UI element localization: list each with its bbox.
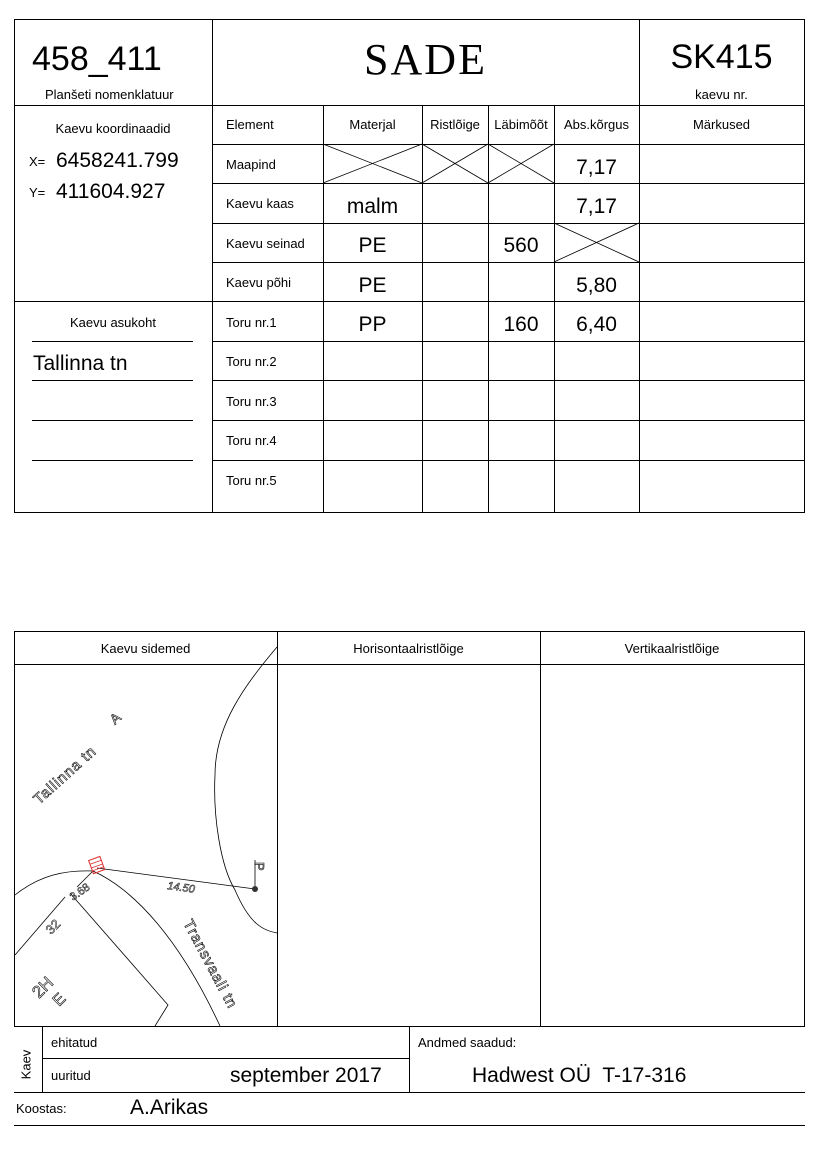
row-abs: 7,17 (576, 195, 617, 218)
cross-mark-maapind-labimoot (488, 144, 554, 183)
row-element: Maapind (226, 157, 276, 172)
sketch-col3-title: Vertikaalristlõige (624, 641, 720, 656)
row-element: Kaevu kaas (226, 196, 294, 211)
surveyed-label: uuritud (51, 1068, 91, 1083)
dimension-label-2: 14.50 (166, 880, 196, 896)
x-label: X= (29, 154, 46, 169)
type-title: SADE (364, 35, 487, 84)
house-number-label: 32 (42, 916, 64, 938)
row-element: Toru nr.3 (226, 394, 277, 409)
row-abs: 6,40 (576, 313, 617, 336)
row-element: Kaevu põhi (226, 275, 292, 290)
nomenclature-value: 458_411 (32, 40, 162, 78)
author-label: Koostas: (16, 1101, 67, 1116)
built-label: ehitatud (51, 1035, 98, 1050)
row-materjal: PE (358, 234, 387, 257)
header-labimoot: Läbimõõt (494, 117, 548, 132)
sketch-col2-title: Horisontaalristlõige (353, 641, 464, 656)
row-labimoot: 560 (503, 234, 539, 257)
location-line-1: Tallinna tn (33, 352, 128, 375)
building-suffix-label: E (49, 990, 70, 1010)
surveyed-date: september 2017 (230, 1064, 382, 1087)
author-value: A.Arikas (130, 1096, 209, 1119)
header-abs: Abs.kõrgus (563, 117, 630, 132)
data-source-value: Hadwest OÜ T-17-316 (472, 1064, 687, 1087)
coordinates-title: Kaevu koordinaadid (55, 121, 171, 136)
header-ristloige: Ristlõige (430, 117, 480, 132)
nomenclature-label: Planšeti nomenklatuur (45, 87, 174, 102)
row-labimoot: 160 (503, 313, 539, 336)
row-abs: 5,80 (576, 274, 617, 297)
row-element: Toru nr.4 (226, 433, 277, 448)
row-element: Toru nr.2 (226, 354, 277, 369)
kaev-label: Kaev (18, 1049, 34, 1080)
y-value: 411604.927 (56, 180, 166, 203)
row-materjal: malm (346, 195, 399, 218)
building-label: 2H (28, 973, 58, 1002)
street-label-tallinna: Tallinna tn (30, 742, 101, 808)
row-materjal: PP (358, 313, 387, 336)
x-value: 6458241.799 (56, 149, 179, 172)
header-markused: Märkused (692, 117, 751, 132)
row-element: Toru nr.1 (226, 315, 277, 330)
cross-mark-maapind-ristloige (422, 144, 488, 183)
sketch-col1-title: Kaevu sidemed (100, 641, 191, 656)
well-number-label: kaevu nr. (695, 87, 748, 102)
y-label: Y= (29, 185, 46, 200)
building-code-label: P (252, 862, 267, 871)
cross-mark-maapind-materjal (323, 144, 422, 183)
row-abs: 7,17 (576, 156, 617, 179)
header-materjal: Materjal (349, 117, 396, 132)
location-title: Kaevu asukoht (69, 315, 156, 330)
street-label-tallinna-suffix: A (106, 709, 124, 728)
street-label-transvaali: Transvaali tn (179, 916, 241, 1012)
header-element: Element (226, 117, 274, 132)
row-element: Toru nr.5 (226, 473, 277, 488)
row-materjal: PE (358, 274, 387, 297)
data-source-label: Andmed saadud: (418, 1035, 517, 1050)
dimension-label-1: 3.68 (67, 881, 93, 904)
location-sketch (15, 665, 277, 1026)
well-number: SK415 (670, 38, 773, 76)
row-element: Kaevu seinad (226, 236, 305, 251)
cross-mark-seinad-abs (554, 223, 639, 262)
